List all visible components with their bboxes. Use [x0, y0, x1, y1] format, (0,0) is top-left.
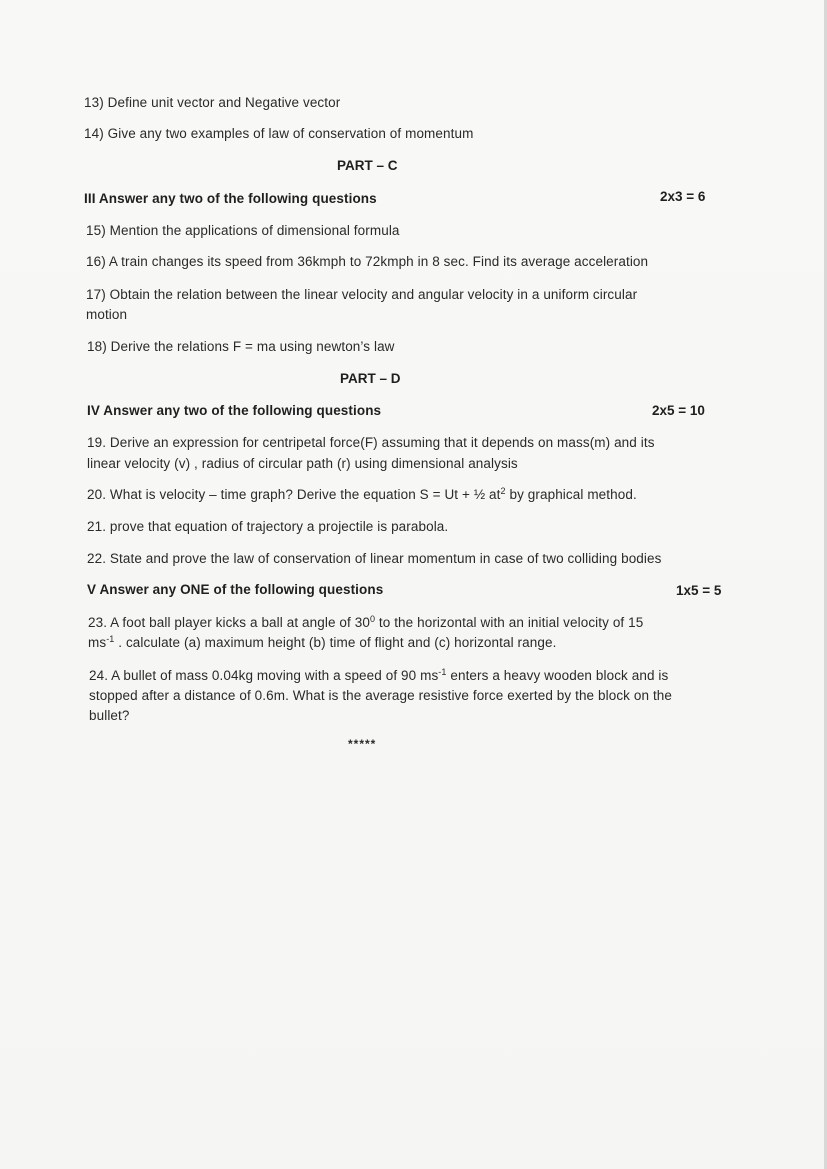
- part-c-title: PART – C: [337, 158, 398, 173]
- question-24-line3: bullet?: [89, 708, 130, 723]
- end-of-paper-mark: *****: [348, 737, 377, 751]
- part-d-title: PART – D: [340, 371, 401, 386]
- question-20-superscript: 2: [500, 486, 506, 496]
- question-23-line1: [88, 614, 643, 632]
- question-20: [87, 486, 637, 504]
- question-20-tail: by graphical method.: [505, 487, 637, 502]
- question-16: 16) A train changes its speed from 36kmph to 72kmph in 8 sec. Find its average acceleration: [86, 254, 649, 269]
- question-17-line1: 17) Obtain the relation between the linear velocity and angular velocity in a uniform circular: [86, 287, 638, 302]
- question-23-degree: 0: [369, 614, 376, 624]
- question-23-parts: . calculate (a) maximum height (b) time of flight and (c) horizontal range.: [114, 635, 557, 650]
- question-23-unit-power: -1: [106, 634, 115, 644]
- question-24-line1: [89, 667, 668, 685]
- question-24-line2: stopped after a distance of 0.6m. What is the average resistive force exerted by the block on the: [89, 688, 673, 703]
- question-23-line2: [88, 634, 556, 652]
- part-c-instruction: III Answer any two of the following questions: [84, 191, 377, 206]
- question-17-line2: motion: [86, 307, 128, 322]
- part-v-marks: 1x5 = 5: [676, 583, 722, 598]
- part-d-instruction: IV Answer any two of the following questions: [87, 403, 382, 418]
- question-18: 18) Derive the relations F = ma using newton’s law: [87, 339, 395, 354]
- question-22: 22. State and prove the law of conservation of linear momentum in case of two colliding bodies: [87, 551, 662, 566]
- part-c-marks: 2x3 = 6: [660, 189, 706, 204]
- question-13: 13) Define unit vector and Negative vector: [84, 95, 341, 110]
- question-21: 21. prove that equation of trajectory a projectile is parabola.: [87, 519, 449, 534]
- question-23-text-tail: to the horizontal with an initial velocity of 15: [375, 615, 644, 630]
- part-d-marks: 2x5 = 10: [652, 403, 705, 418]
- question-23-text: 23. A foot ball player kicks a ball at angle of 30: [88, 615, 370, 630]
- question-24-text: 24. A bullet of mass 0.04kg moving with a speed of 90 ms: [89, 668, 439, 683]
- part-v-instruction: V Answer any ONE of the following questions: [87, 582, 384, 597]
- question-14: 14) Give any two examples of law of conservation of momentum: [84, 126, 474, 141]
- question-15: 15) Mention the applications of dimensional formula: [86, 223, 400, 238]
- question-24-unit-power: -1: [438, 667, 447, 677]
- question-24-text-tail: enters a heavy wooden block and is: [446, 668, 669, 683]
- question-20-text: 20. What is velocity – time graph? Derive the equation S = Ut + ½ at: [87, 487, 501, 502]
- question-23-unit: ms: [88, 635, 107, 650]
- question-19-line1: 19. Derive an expression for centripetal force(F) assuming that it depends on mass(m) and its: [87, 435, 655, 450]
- question-19-line2: linear velocity (v) , radius of circular path (r) using dimensional analysis: [87, 456, 518, 471]
